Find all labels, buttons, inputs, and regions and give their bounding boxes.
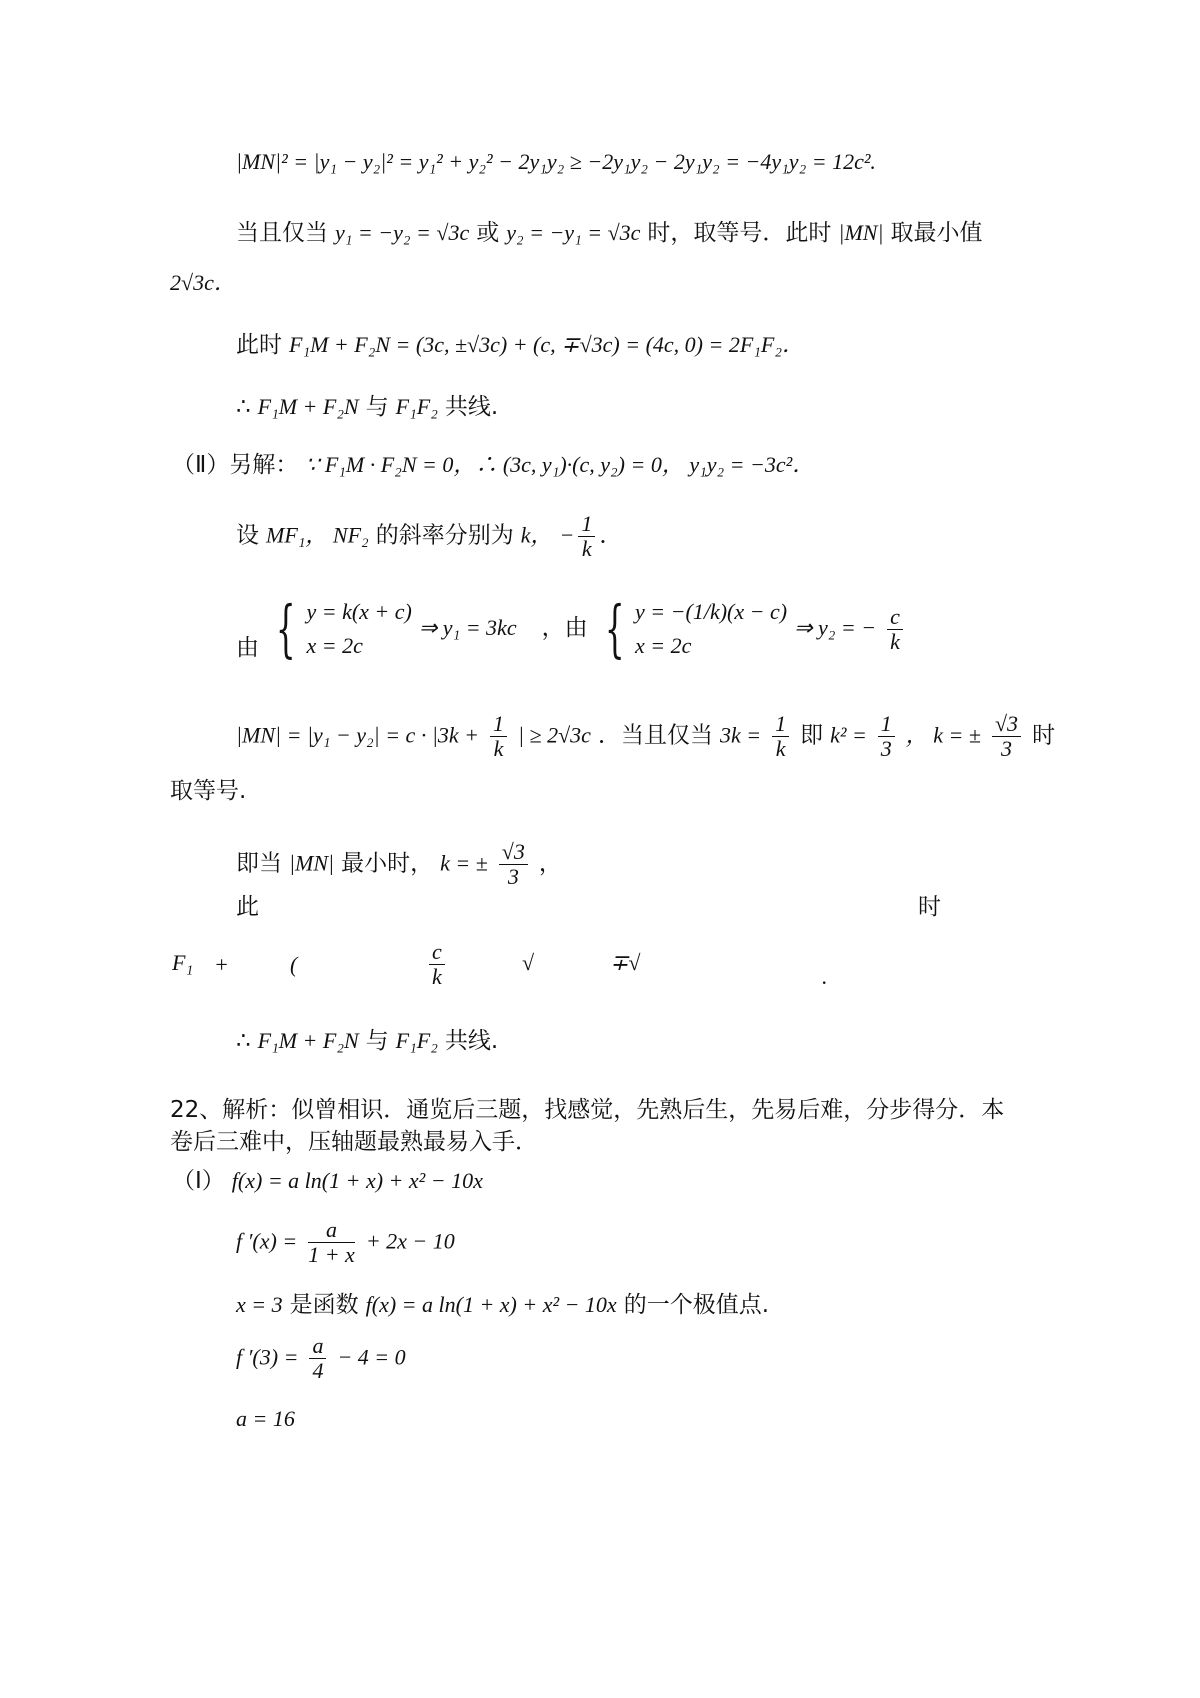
min-when-line: 即当 |MN| 最小时， k = ± $\frac{√3}{3}$ ， [236,839,562,889]
problem-22-intro: 22、解析：似曾相识．通览后三题，找感觉，先熟后生，先易后难，分步得分．本 [170,1097,1005,1123]
problem-22-intro-cont: 卷后三难中，压轴题最熟最易入手． [170,1129,538,1155]
fraction-c-over-k: $\frac{c}{k}$ [887,605,903,654]
min-value: 2√3c． [170,270,236,295]
fraction-c-k-partial: $\frac{c}{k}$ [425,940,449,989]
ci-left: 此 [236,894,259,920]
open-paren: ( [290,952,298,977]
part-one-function: （Ⅰ） f(x) = a ln(1 + x) + x² − 10x [172,1168,483,1194]
a-value: a = 16 [236,1406,295,1431]
sqrt-sign-1: √ [522,950,535,975]
slopes-line: 设 MF₁， NF₂ 的斜率分别为 k， − $\frac{1}{k}$ ． [236,511,623,561]
alt-solution-line: （Ⅱ）另解： ∵ F₁M · F₂N = 0，∴ (3c, y₁)·(c, y₂) = 0， y₁y₂ = −3c²． [172,452,815,478]
sqrt-sign-2: ∓√ [610,950,641,975]
systems-line: 由 { y = k(x + c) x = 2c ⇒ y₁ = 3kc ，由 { y = −(1/k)(x − c) x = 2c ⇒ y₂ = − $\frac{c}{k}$ [236,595,907,663]
period: . [822,964,828,989]
equality-note: 取等号. [170,778,247,804]
equation-mn-squared: |MN|² = |y₁ − y₂|² = y₁² + y₂² − 2y₁y₂ ≥ −2y₁y₂ − 2y₁y₂ = −4y₁y₂ = 12c². [236,149,876,174]
shi-right: 时 [918,894,941,920]
fraction-neg-1-over-k: $\frac{1}{k}$ [578,512,595,561]
derivative-at-3-line: f ′(3) = $\frac{a}{4}$ − 4 = 0 [236,1333,406,1383]
vector-sum-line: 此时 F₁M + F₂N = (3c, ±√3c) + (c, ∓√3c) = (4c, 0) = 2F₁F₂． [236,332,805,358]
derivative-line: f ′(x) = $\frac{a}{1 + x}$ + 2x − 10 [236,1217,455,1267]
extreme-point-line: x = 3 是函数 f(x) = a ln(1 + x) + x² − 10x 的一个极值点. [236,1292,770,1318]
partial-vector-line: F₁ [172,950,194,975]
plus-sign: + [214,952,229,977]
collinear-conclusion-2: ∴ F₁M + F₂N 与 F₁F₂ 共线. [236,1028,499,1054]
system-2: y = −(1/k)(x − c) x = 2c [635,599,788,658]
equality-condition-line: 当且仅当 y₁ = −y₂ = √3c 或 y₂ = −y₁ = √3c 时，取等号．此时 |MN| 取最小值 [236,220,983,246]
collinear-conclusion-1: ∴ F₁M + F₂N 与 F₁F₂ 共线. [236,394,499,420]
mn-inequality-line: |MN| = |y₁ − y₂| = c · |3k + $\frac{1}{k}$ | ≥ 2√3c ．当且仅当 3k = $\frac{1}{k}$ 即 k² = $\frac{1}{3}$ ， k = ± $\frac{√3}{3}$ 时 [236,711,1056,761]
system-1: y = k(x + c) x = 2c [306,599,412,658]
